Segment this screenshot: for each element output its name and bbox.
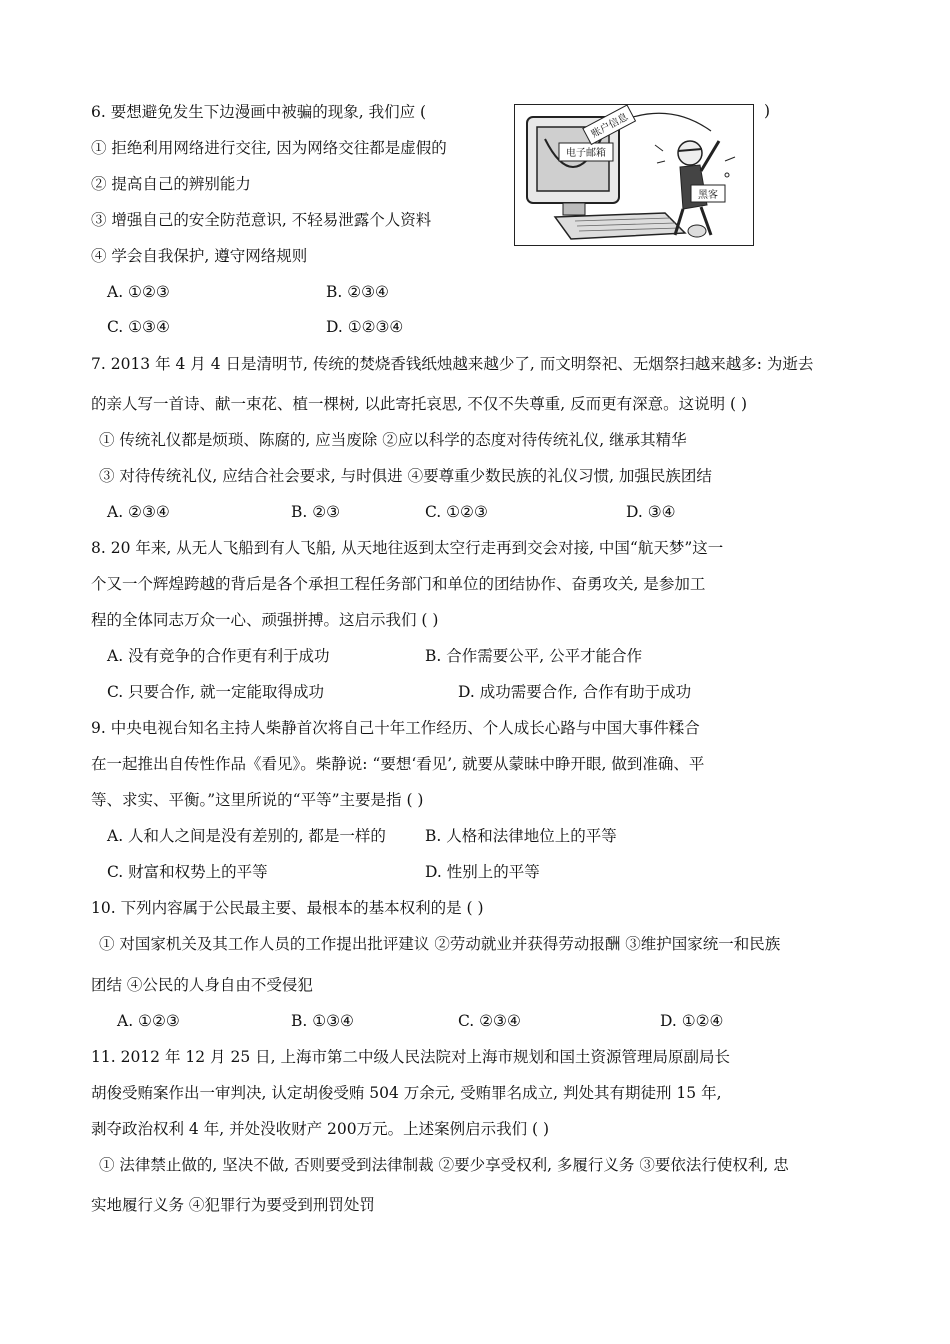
q9-stem-line-1: 9. 中央电视台知名主持人柴静首次将自己十年工作经历、个人成长心路与中国大事件糅合: [91, 719, 700, 737]
q9-option-c[interactable]: C. 财富和权势上的平等: [107, 863, 268, 881]
q6-statement-2: ② 提高自己的辨别能力: [91, 175, 251, 193]
q9-stem-line-2: 在一起推出自传性作品《看见》。柴静说: “要想‘看见’, 就要从蒙昧中睁开眼, 做到准确、平: [91, 755, 705, 773]
q10-statements-line-2: 团结 ④公民的人身自由不受侵犯: [91, 976, 313, 994]
q6-statement-4: ④ 学会自我保护, 遵守网络规则: [91, 247, 308, 265]
q11-stem-line-1: 11. 2012 年 12 月 25 日, 上海市第二中级人民法院对上海市规划和国土资源管理局原副局长: [91, 1048, 730, 1066]
q11-statements-line-1: ① 法律禁止做的, 坚决不做, 否则要受到法律制裁 ②要少享受权利, 多履行义务 ③要依法行使权利, 忠: [99, 1156, 789, 1174]
q7-option-b[interactable]: B. ②③: [291, 503, 341, 521]
q6-option-d[interactable]: D. ①②③④: [326, 318, 404, 336]
q7-option-d[interactable]: D. ③④: [626, 503, 676, 521]
q11-statements-line-2: 实地履行义务 ④犯罪行为要受到刑罚处罚: [91, 1196, 375, 1214]
q7-stem-line-2: 的亲人写一首诗、献一束花、植一棵树, 以此寄托哀思, 不仅不失尊重, 反而更有深意。这说明 ( ): [91, 395, 748, 413]
q8-stem-line-3: 程的全体同志万众一心、顽强拼搏。这启示我们 ( ): [91, 611, 439, 629]
q9-option-b[interactable]: B. 人格和法律地位上的平等: [425, 827, 617, 845]
q9-option-a[interactable]: A. 人和人之间是没有差别的, 都是一样的: [107, 827, 386, 845]
q10-option-d[interactable]: D. ①②④: [660, 1012, 724, 1030]
hacker-label: 黑客: [698, 190, 718, 201]
q6-stem: 6. 要想避免发生下边漫画中被骗的现象, 我们应 (: [91, 103, 427, 121]
q8-option-c[interactable]: C. 只要合作, 就一定能取得成功: [107, 683, 325, 701]
email-label: 电子邮箱: [566, 148, 606, 159]
hacker-computer-cartoon-icon: [515, 105, 754, 246]
q6-statement-3: ③ 增强自己的安全防范意识, 不轻易泄露个人资料: [91, 211, 432, 229]
q6-statement-1: ① 拒绝利用网络进行交往, 因为网络交往都是虚假的: [91, 139, 447, 157]
q6-option-c[interactable]: C. ①③④: [107, 318, 170, 336]
q8-option-d[interactable]: D. 成功需要合作, 合作有助于成功: [458, 683, 692, 701]
q9-option-d[interactable]: D. 性别上的平等: [425, 863, 540, 881]
q7-statements-1-2: ① 传统礼仪都是烦琐、陈腐的, 应当废除 ②应以科学的态度对待传统礼仪, 继承其精华: [99, 431, 687, 449]
q7-stem-line-1: 7. 2013 年 4 月 4 日是清明节, 传统的焚烧香钱纸烛越来越少了, 而文明祭祀、无烟祭扫越来越多: 为逝去: [91, 355, 814, 373]
q8-option-a[interactable]: A. 没有竞争的合作更有利于成功: [107, 647, 330, 665]
hacker-cartoon-image: [514, 104, 754, 246]
q6-option-b[interactable]: B. ②③④: [326, 283, 389, 301]
q10-stem: 10. 下列内容属于公民最主要、最根本的基本权利的是 ( ): [91, 899, 484, 917]
q10-option-c[interactable]: C. ②③④: [458, 1012, 521, 1030]
q11-stem-line-3: 剥夺政治权利 4 年, 并处没收财产 200万元。上述案例启示我们 ( ): [91, 1120, 550, 1138]
q8-stem-line-1: 8. 20 年来, 从无人飞船到有人飞船, 从天地往返到太空行走再到交会对接, 中国“航天梦”这一: [91, 539, 724, 557]
q8-option-b[interactable]: B. 合作需要公平, 公平才能合作: [425, 647, 643, 665]
q7-option-a[interactable]: A. ②③④: [107, 503, 170, 521]
q10-option-a[interactable]: A. ①②③: [117, 1012, 180, 1030]
q7-statements-3-4: ③ 对待传统礼仪, 应结合社会要求, 与时俱进 ④要尊重少数民族的礼仪习惯, 加强民族团结: [99, 467, 712, 485]
q6-paren-close: ): [764, 102, 771, 120]
q6-option-a[interactable]: A. ①②③: [107, 283, 170, 301]
q10-statements-line-1: ① 对国家机关及其工作人员的工作提出批评建议 ②劳动就业并获得劳动报酬 ③维护国家统一和民族: [99, 935, 781, 953]
q8-stem-line-2: 个又一个辉煌跨越的背后是各个承担工程任务部门和单位的团结协作、奋勇攻关, 是参加工: [91, 575, 706, 593]
account-info-label: 账户信息: [589, 111, 631, 141]
q10-option-b[interactable]: B. ①③④: [291, 1012, 354, 1030]
q11-stem-line-2: 胡俊受贿案作出一审判决, 认定胡俊受贿 504 万余元, 受贿罪名成立, 判处其有期徒刑 15 年,: [91, 1084, 722, 1102]
q9-stem-line-3: 等、求实、平衡。”这里所说的“平等”主要是指 ( ): [91, 791, 424, 809]
q7-option-c[interactable]: C. ①②③: [425, 503, 488, 521]
